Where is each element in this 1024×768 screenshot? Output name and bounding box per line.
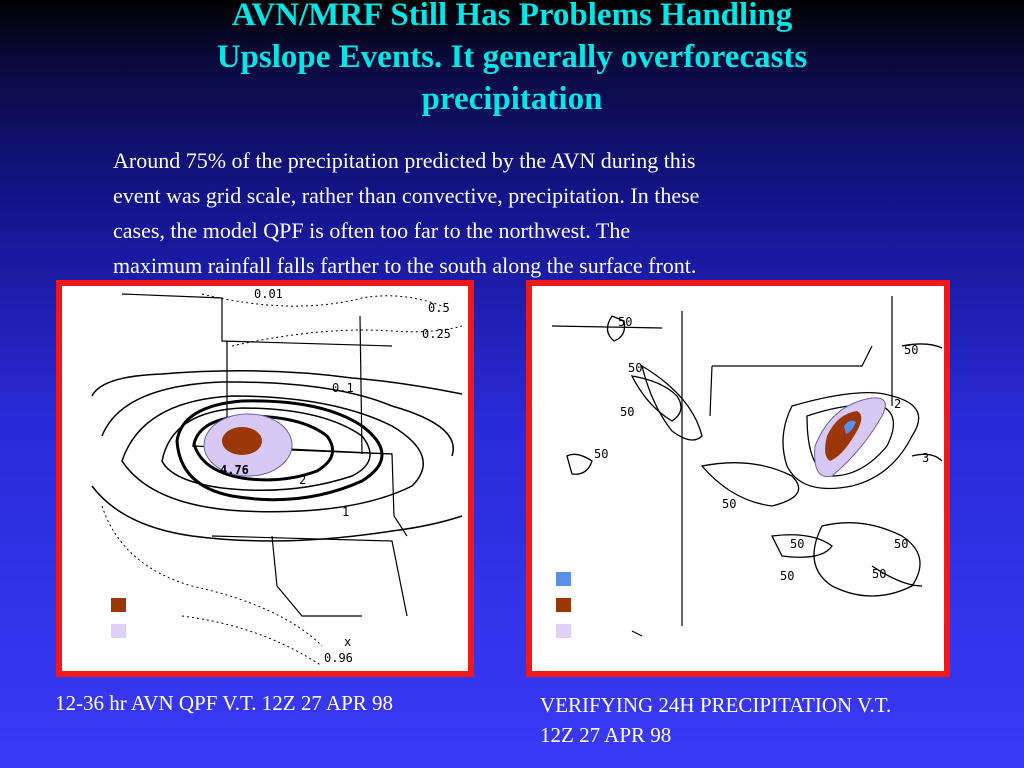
title-line-2: Upslope Events. It generally overforecasts <box>216 39 808 75</box>
heavy-precip-area <box>222 427 262 455</box>
contour-label-0-01: 0.01 <box>254 287 283 301</box>
legend-swatch-extreme <box>556 572 571 586</box>
left-map-caption: 12-36 hr AVN QPF V.T. 12Z 27 APR 98 <box>55 691 394 715</box>
point-value-label: 0.96 <box>324 651 353 665</box>
legend-swatch-moderate <box>111 624 126 638</box>
body-line-3: cases, the model QPF is often too far to the northwest. The <box>113 218 631 243</box>
contour-label-1: 1 <box>342 505 350 519</box>
verifying-precip-map-drawing <box>532 286 944 671</box>
contour-label-2: 2 <box>894 397 902 411</box>
legend-swatch-heavy <box>556 598 571 612</box>
contour-label-3: 3 <box>922 451 930 465</box>
verifying-precip-map <box>526 280 950 677</box>
body-line-2: event was grid scale, rather than convective, precipitation. In these <box>113 183 700 208</box>
contour-label-50-g: 50 <box>790 537 805 551</box>
body-line-4: maximum rainfall falls farther to the south along the surface front. <box>113 253 697 278</box>
contour-label-50-h: 50 <box>894 537 909 551</box>
title-line-3: precipitation <box>421 81 603 117</box>
point-marker: x <box>344 635 352 649</box>
legend-swatch-moderate <box>556 624 571 638</box>
legend-swatch-heavy <box>111 598 126 612</box>
contour-label-50-c: 50 <box>620 405 635 419</box>
right-caption-line-2: 12Z 27 APR 98 <box>540 723 672 747</box>
right-map-caption <box>540 690 980 750</box>
observed-contours <box>567 316 942 596</box>
slide-title <box>0 0 1024 120</box>
body-line-1: Around 75% of the precipitation predicted by the AVN during this <box>113 148 696 173</box>
contour-label-50-j: 50 <box>780 569 795 583</box>
contour-label-50-d: 50 <box>594 447 609 461</box>
contour-label-2: 2 <box>299 473 307 487</box>
contour-label-50-e: 50 <box>722 497 737 511</box>
contour-label-0-5: 0.5 <box>428 301 450 315</box>
body-paragraph <box>113 143 893 283</box>
contour-label-50-i: 50 <box>872 567 887 581</box>
avn-qpf-map-drawing <box>62 286 468 671</box>
contour-label-0-1: 0.1 <box>332 381 354 395</box>
right-caption-line-1: VERIFYING 24H PRECIPITATION V.T. <box>540 693 892 717</box>
contour-label-0-25: 0.25 <box>422 327 451 341</box>
avn-qpf-map <box>56 280 474 677</box>
title-line-1: AVN/MRF Still Has Problems Handling <box>231 0 793 33</box>
max-value-label: 4.76 <box>220 463 249 477</box>
contour-label-50-b: 50 <box>628 361 643 375</box>
contour-label-50-a: 50 <box>618 315 633 329</box>
contour-label-50-f: 50 <box>904 343 919 357</box>
